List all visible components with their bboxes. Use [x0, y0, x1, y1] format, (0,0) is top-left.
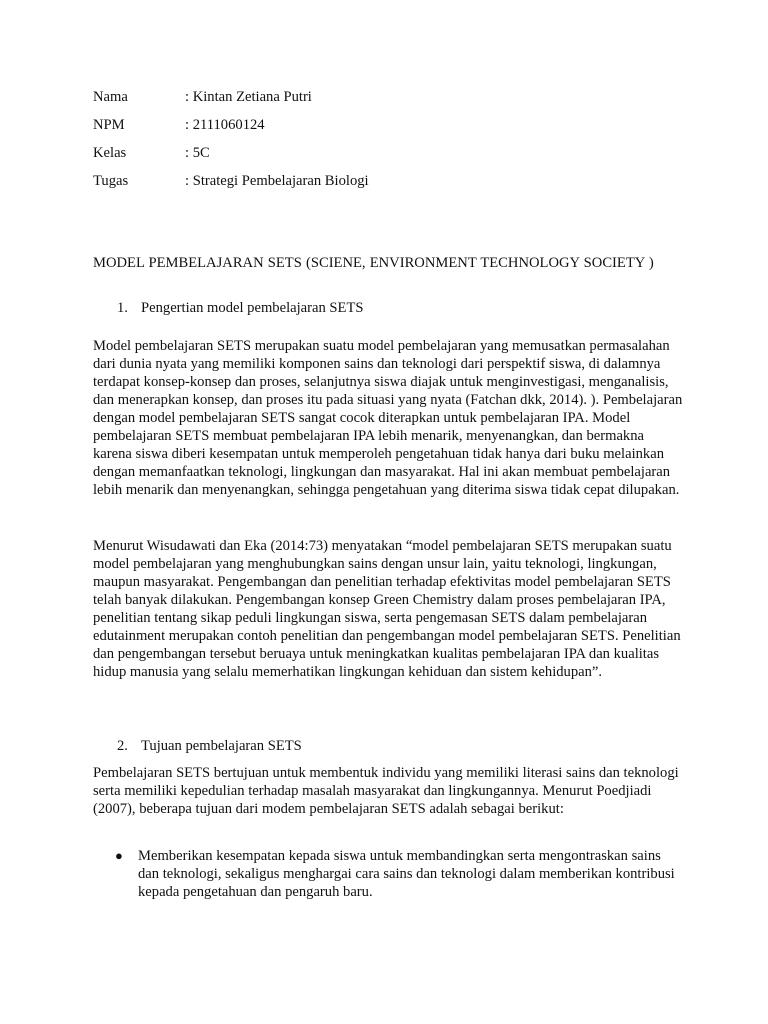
section-title: Tujuan pembelajaran SETS	[141, 738, 302, 754]
student-info	[93, 88, 369, 200]
section-2-heading	[117, 737, 302, 755]
info-label: Tugas	[93, 173, 129, 189]
info-label: Nama	[93, 89, 128, 105]
bullet-icon: ●	[115, 848, 123, 863]
section-1-heading	[117, 299, 364, 317]
info-row-tugas	[93, 172, 369, 200]
info-value: : 2111060124	[185, 117, 265, 133]
section-1-paragraph-2: Menurut Wisudawati dan Eka (2014:73) menyatakan “model pembelajaran SETS merupakan suatu model pembelajaran yang menghubungkan sains dengan unsur lain, yaitu teknologi, lingkungan, maupun masyarakat. Pengembangan dan penelitian terhadap efektivitas model pembelajaran SETS telah banyak dilakukan. Pengembangan konsep Green Chemistry dalam proses pembelajaran IPA, penelitian tentang sikap peduli lingkungan siswa, serta pengemasan SETS dalam pembelajaran edutainment merupakan contoh penelitian dan pengembangan model pembelajaran SETS. Penelitian dan pengembangan tersebut beruaya untuk meningkatkan kualitas pembelajaran IPA dan kualitas hidup manusia yang selalu memerhatikan lingkungan kehiduan dan sistem kehidupan”.	[93, 538, 681, 680]
bullet-text: Memberikan kesempatan kepada siswa untuk membandingkan serta mengontraskan sains dan teknologi, sekaligus menghargai cara sains dan teknologi dalam memberikan kontribusi kepada pengetahuan dan pengaruh baru.	[138, 848, 675, 900]
info-row-kelas	[93, 144, 369, 172]
info-value: : 5C	[185, 145, 210, 161]
section-title: Pengertian model pembelajaran SETS	[141, 300, 364, 316]
info-value: : Strategi Pembelajaran Biologi	[185, 173, 369, 189]
info-row-npm	[93, 116, 369, 144]
section-2-paragraph-1: Pembelajaran SETS bertujuan untuk membentuk individu yang memiliki literasi sains dan teknologi serta memiliki kepedulian terhadap masalah masyarakat dan lingkungannya. Menurut Poedjiadi (2007), beberapa tujuan dari modem pembelajaran SETS adalah sebagai berikut:	[93, 765, 679, 817]
info-label: NPM	[93, 117, 125, 133]
section-number: 1.	[117, 300, 128, 316]
document-title: MODEL PEMBELAJARAN SETS (SCIENE, ENVIRONMENT TECHNOLOGY SOCIETY )	[93, 255, 654, 271]
info-label: Kelas	[93, 145, 127, 161]
section-1-paragraph-1: Model pembelajaran SETS merupakan suatu model pembelajaran yang memusatkan permasalahan dari dunia nyata yang memiliki komponen sains dan teknologi dari perspektif siswa, di dalamnya terdapat konsep-konsep dan proses, selanjutnya siswa diajak untuk menginvestigasi, menganalisis, dan menerapkan konsep, dan proses itu pada situasi yang nyata (Fatchan dkk, 2014). ). Pembelajaran dengan model pembelajaran SETS sangat cocok diterapkan untuk pembelajaran IPA. Model pembelajaran SETS membuat pembelajaran IPA lebih menarik, menyenangkan, dan bermakna karena siswa diberi kesempatan untuk memperoleh pengetahuan tidak hanya dari buku melainkan dengan memanfaatkan teknologi, lingkungan dan masyarakat. Hal ini akan membuat pembelajaran lebih menarik dan menyenangkan, sehingga pengetahuan yang diterima siswa tidak cepat dilupakan.	[93, 338, 683, 498]
info-row-nama	[93, 88, 369, 116]
info-value: : Kintan Zetiana Putri	[185, 89, 312, 105]
bullet-item	[115, 847, 675, 901]
section-number: 2.	[117, 738, 128, 754]
